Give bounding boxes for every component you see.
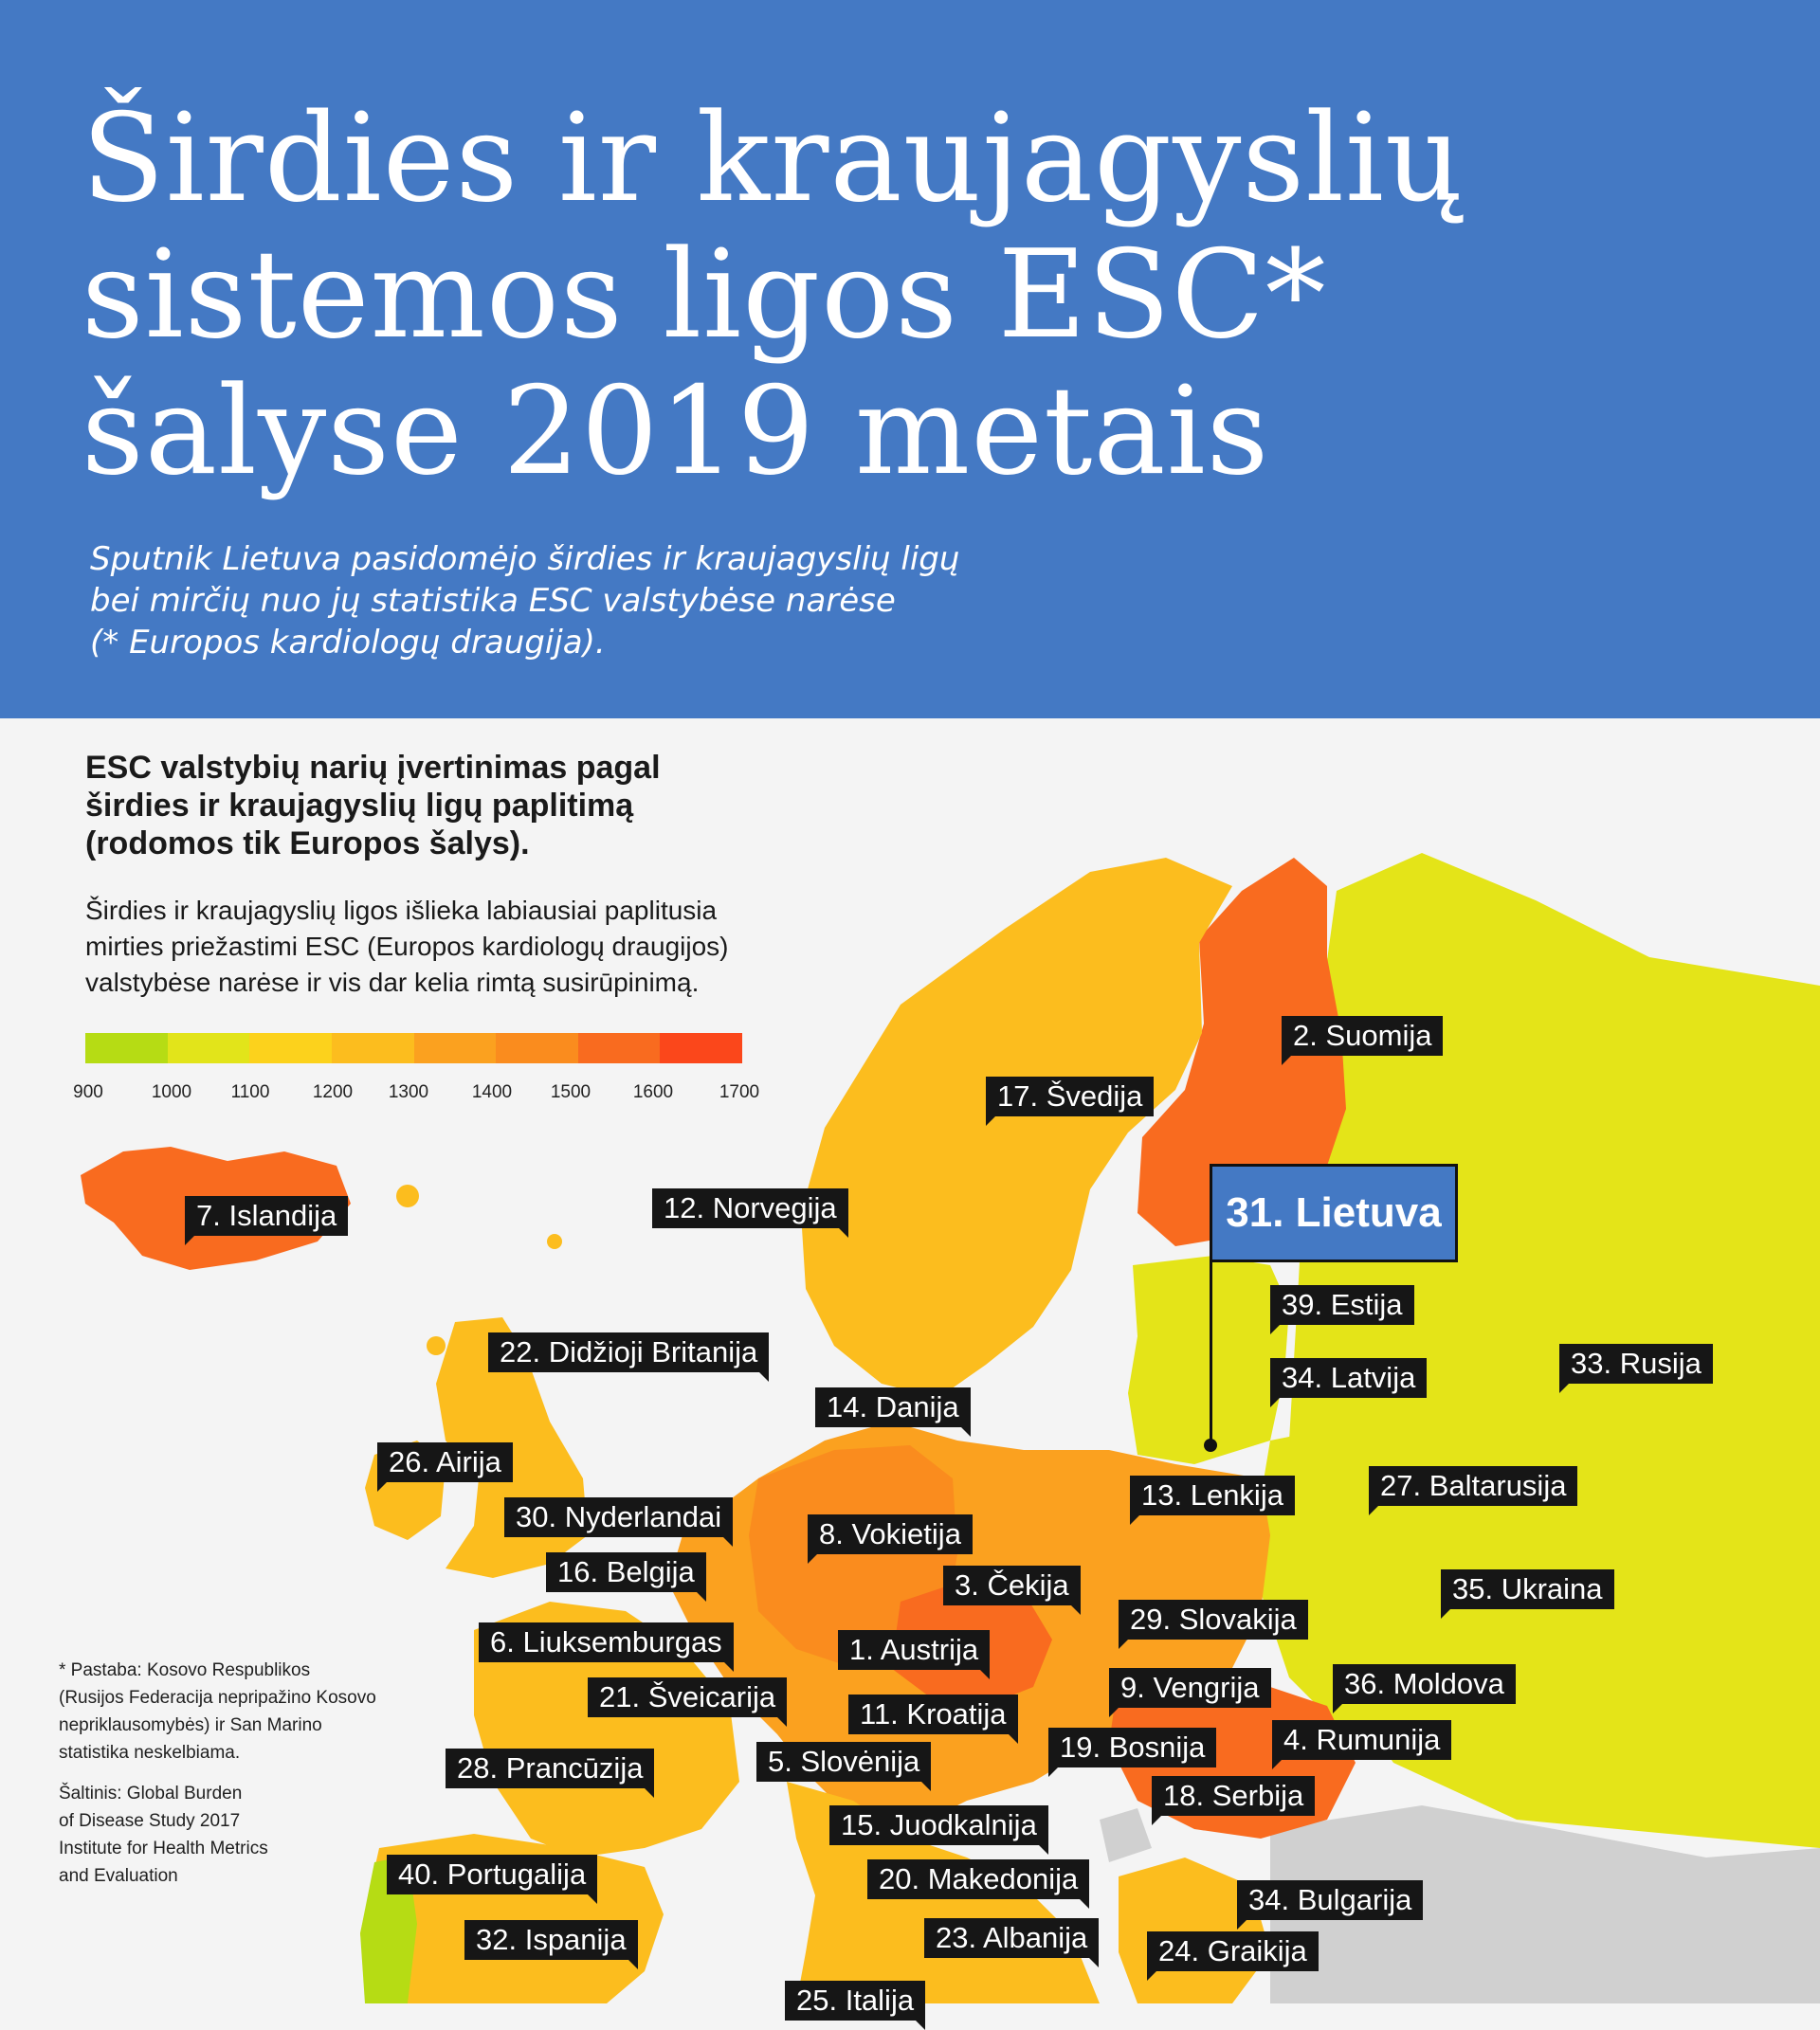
island <box>547 1234 562 1249</box>
legend-swatch <box>660 1033 742 1063</box>
country-label: 14. Danija <box>815 1387 971 1427</box>
color-legend <box>73 1033 760 1102</box>
country-label: 16. Belgija <box>546 1552 706 1592</box>
country-label: 2. Suomija <box>1282 1016 1443 1056</box>
panel-title <box>85 749 938 862</box>
country-label: 33. Rusija <box>1559 1344 1713 1384</box>
country-label: 15. Juodkalnija <box>829 1805 1048 1845</box>
country-label: 29. Slovakija <box>1119 1600 1308 1640</box>
country-label: 28. Prancūzija <box>446 1749 654 1788</box>
highlight-label-lietuva: 31. Lietuva <box>1210 1164 1458 1262</box>
country-label: 5. Slovėnija <box>756 1742 931 1782</box>
country-label: 3. Čekija <box>943 1566 1081 1605</box>
region-baltics <box>1128 1256 1289 1464</box>
legend-tick-label: 1500 <box>550 1082 592 1102</box>
page-title <box>82 88 1598 502</box>
note-line: statistika neskelbiama. <box>59 1743 241 1763</box>
country-label: 24. Graikija <box>1147 1931 1319 1971</box>
country-label: 25. Italija <box>785 1981 925 2021</box>
country-label: 40. Portugalija <box>387 1855 597 1894</box>
country-label: 34. Latvija <box>1270 1358 1427 1398</box>
source-line: of Disease Study 2017 <box>59 1811 241 1831</box>
note-line: * Pastaba: Kosovo Respublikos <box>59 1660 311 1680</box>
legend-swatch <box>249 1033 332 1063</box>
country-label: 34. Bulgarija <box>1237 1880 1423 1920</box>
country-label: 6. Liuksemburgas <box>479 1622 734 1662</box>
legend-color-bar <box>85 1033 742 1063</box>
legend-swatch <box>85 1033 168 1063</box>
title-line: Širdies ir kraujagyslių <box>82 88 1465 229</box>
legend-swatch <box>332 1033 414 1063</box>
legend-tick-label: 1000 <box>151 1082 192 1102</box>
legend-swatch <box>168 1033 250 1063</box>
subtitle-line: Sputnik Lietuva pasidomėjo širdies ir kraujagyslių ligų <box>90 540 960 578</box>
country-label: 20. Makedonija <box>867 1859 1089 1899</box>
legend-swatch <box>496 1033 578 1063</box>
island <box>396 1185 419 1207</box>
legend-swatch <box>578 1033 661 1063</box>
legend-tick-label: 900 <box>73 1082 103 1102</box>
panel-description <box>85 893 938 1001</box>
header-banner <box>0 0 1820 718</box>
note-line: nepriklausomybės) ir San Marino <box>59 1715 322 1735</box>
country-label: 39. Estija <box>1270 1285 1414 1325</box>
title-line: šalyse 2019 metais <box>82 361 1270 502</box>
island <box>427 1336 446 1355</box>
country-label: 21. Šveicarija <box>588 1677 787 1717</box>
panel-title-line: (rodomos tik Europos šalys). <box>85 825 530 861</box>
country-label: 18. Serbija <box>1152 1776 1315 1816</box>
country-label: 7. Islandija <box>185 1196 348 1236</box>
note-line: (Rusijos Federacija nepripažino Kosovo <box>59 1688 376 1708</box>
country-label: 32. Ispanija <box>464 1920 638 1960</box>
legend-tick-label: 1200 <box>312 1082 354 1102</box>
country-label: 36. Moldova <box>1333 1664 1516 1704</box>
panel-desc-line: valstybėse narėse ir vis dar kelia rimtą susirūpinimą. <box>85 968 700 997</box>
country-label: 11. Kroatija <box>848 1695 1018 1734</box>
legend-swatch <box>414 1033 497 1063</box>
country-label: 17. Švedija <box>986 1077 1154 1116</box>
country-label: 9. Vengrija <box>1109 1668 1271 1708</box>
subtitle-line: (* Europos kardiologų draugija). <box>90 624 606 662</box>
source-line: Institute for Health Metrics <box>59 1839 268 1858</box>
country-label: 12. Norvegija <box>652 1188 848 1228</box>
panel-title-line: ESC valstybių narių įvertinimas pagal <box>85 750 661 786</box>
source-line: Šaltinis: Global Burden <box>59 1784 243 1803</box>
country-label: 1. Austrija <box>838 1630 990 1670</box>
source-line: and Evaluation <box>59 1866 178 1886</box>
country-label: 27. Baltarusija <box>1369 1466 1577 1506</box>
panel-title-line: širdies ir kraujagyslių ligų paplitimą <box>85 788 634 824</box>
panel-desc-line: mirties priežastimi ESC (Europos kardiologų draugijos) <box>85 932 729 961</box>
country-label: 4. Rumunija <box>1272 1720 1451 1760</box>
title-line: sistemos ligos ESC* <box>82 225 1327 366</box>
legend-tick-label: 1100 <box>230 1082 270 1102</box>
legend-tick-label: 1600 <box>632 1082 674 1102</box>
legend-tick-label: 1400 <box>471 1082 513 1102</box>
country-label: 23. Albanija <box>924 1918 1099 1958</box>
country-label: 8. Vokietija <box>808 1514 973 1554</box>
panel-desc-line: Širdies ir kraujagyslių ligos išlieka labiausiai paplitusia <box>85 896 718 925</box>
country-label: 30. Nyderlandai <box>504 1497 733 1537</box>
highlight-pointer-dot <box>1204 1439 1217 1452</box>
footnotes <box>59 1657 438 1890</box>
legend-tick-label: 1300 <box>388 1082 429 1102</box>
country-label: 26. Airija <box>377 1442 513 1482</box>
page-subtitle <box>90 538 1133 663</box>
subtitle-line: bei mirčių nuo jų statistika ESC valstybėse narėse <box>90 582 896 620</box>
country-label: 19. Bosnija <box>1048 1728 1216 1767</box>
country-label: 22. Didžioji Britanija <box>488 1332 769 1372</box>
legend-tick-label: 1700 <box>719 1082 760 1102</box>
highlight-pointer-line <box>1210 1262 1212 1444</box>
country-label: 35. Ukraina <box>1441 1569 1614 1609</box>
country-label: 13. Lenkija <box>1130 1476 1295 1515</box>
